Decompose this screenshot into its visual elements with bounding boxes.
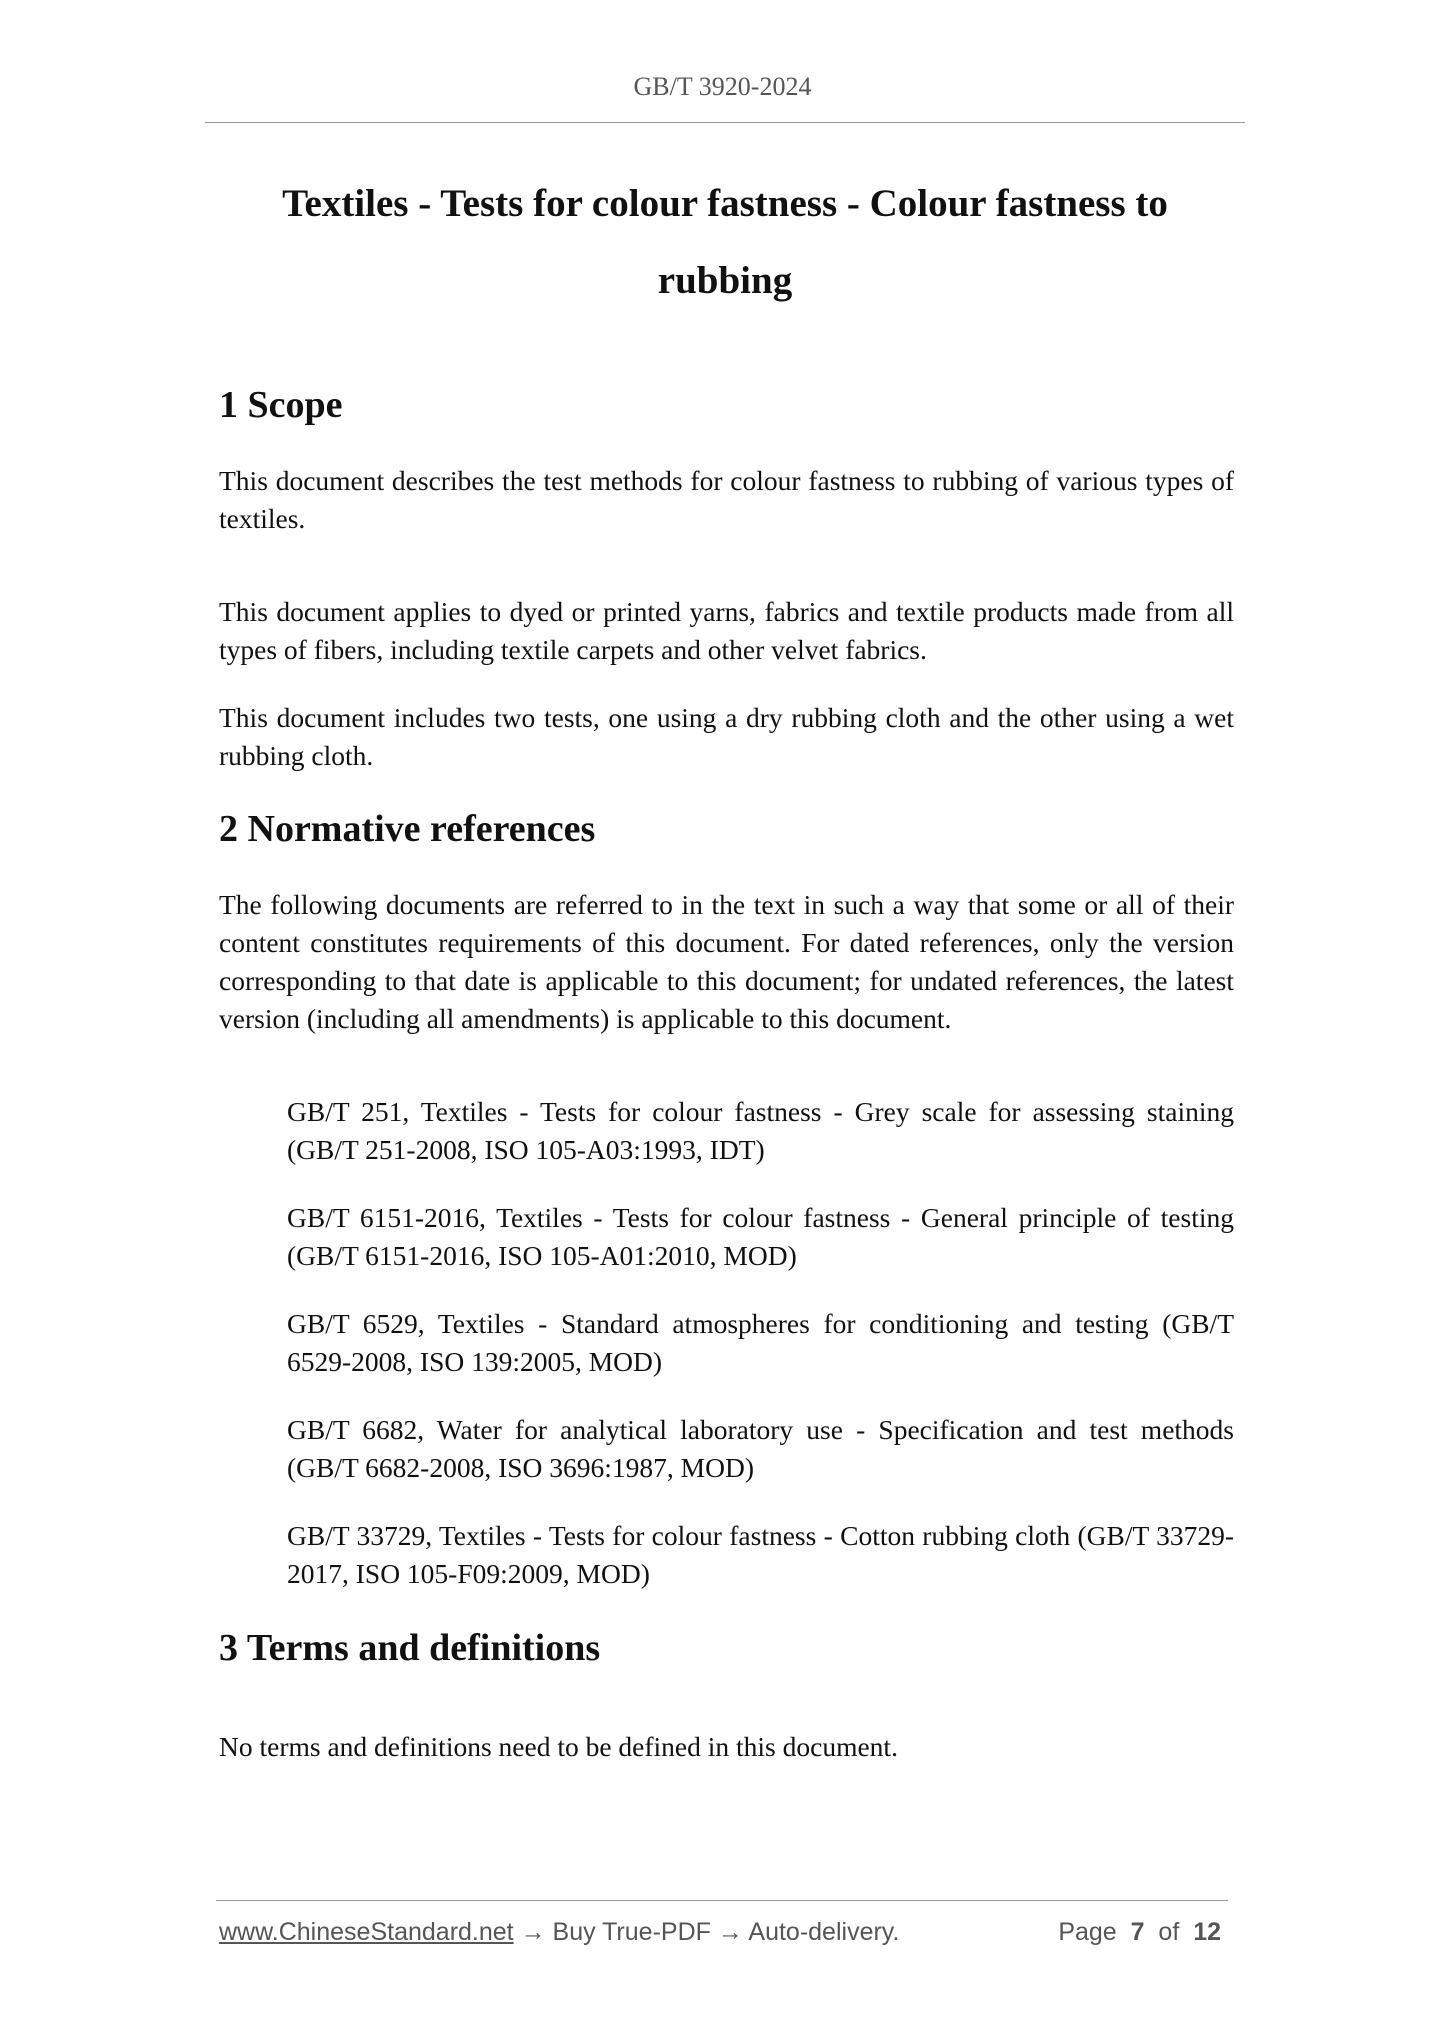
footer-promo <box>219 1918 899 1947</box>
reference-item: GB/T 6151-2016, Textiles - Tests for colour fastness - General principle of testing (GB/T 6151-2016, ISO 105-A01:2010, MOD) <box>287 1202 1234 1271</box>
footer-promo-text: → Buy True-PDF → Auto-delivery. <box>513 1918 900 1946</box>
chinese-standard-link[interactable]: www.ChineseStandard.net <box>219 1918 514 1946</box>
normative-intro-paragraph: The following documents are referred to in the text in such a way that some or all of their content constitutes requirements of this document. For dated references, only the version corresponding to that date is applicable to this document; for undated references, the latest version (including all amendments) is applicable to this document. <box>219 889 1234 1034</box>
reference-item: GB/T 6529, Textiles - Standard atmospheres for conditioning and testing (GB/T 6529-2008, ISO 139:2005, MOD) <box>287 1308 1234 1377</box>
page-indicator <box>1058 1918 1221 1947</box>
header-standard-code: GB/T 3920-2024 <box>633 72 812 101</box>
total-page-count: 12 <box>1193 1918 1221 1946</box>
terms-paragraph: No terms and definitions need to be defined in this document. <box>219 1731 898 1762</box>
reference-item: GB/T 6682, Water for analytical laboratory use - Specification and test methods (GB/T 6682-2008, ISO 3696:1987, MOD) <box>287 1414 1234 1483</box>
scope-paragraph-3: This document includes two tests, one using a dry rubbing cloth and the other using a wet rubbing cloth. <box>219 702 1234 771</box>
section-heading-scope: 1 Scope <box>219 384 343 426</box>
reference-item: GB/T 251, Textiles - Tests for colour fastness - Grey scale for assessing staining (GB/T 251-2008, ISO 105-A03:1993, IDT) <box>287 1096 1234 1165</box>
of-label: of <box>1158 1918 1180 1946</box>
footer-divider <box>216 1900 1228 1901</box>
reference-item: GB/T 33729, Textiles - Tests for colour fastness - Cotton rubbing cloth (GB/T 33729-2017, ISO 105-F09:2009, MOD) <box>287 1520 1234 1589</box>
document-title-line-1: Textiles - Tests for colour fastness - Colour fastness to <box>282 182 1168 225</box>
header-divider <box>205 122 1245 123</box>
document-title-line-2: rubbing <box>657 259 793 302</box>
page-label: Page <box>1058 1918 1117 1946</box>
section-heading-normative-references: 2 Normative references <box>219 808 596 850</box>
current-page-number: 7 <box>1130 1918 1145 1946</box>
section-heading-terms-definitions: 3 Terms and definitions <box>219 1627 601 1669</box>
scope-paragraph-1: This document describes the test methods for colour fastness to rubbing of various types of textiles. <box>219 465 1234 534</box>
scope-paragraph-2: This document applies to dyed or printed yarns, fabrics and textile products made from all types of fibers, including textile carpets and other velvet fabrics. <box>219 596 1234 665</box>
document-title <box>220 165 1230 319</box>
